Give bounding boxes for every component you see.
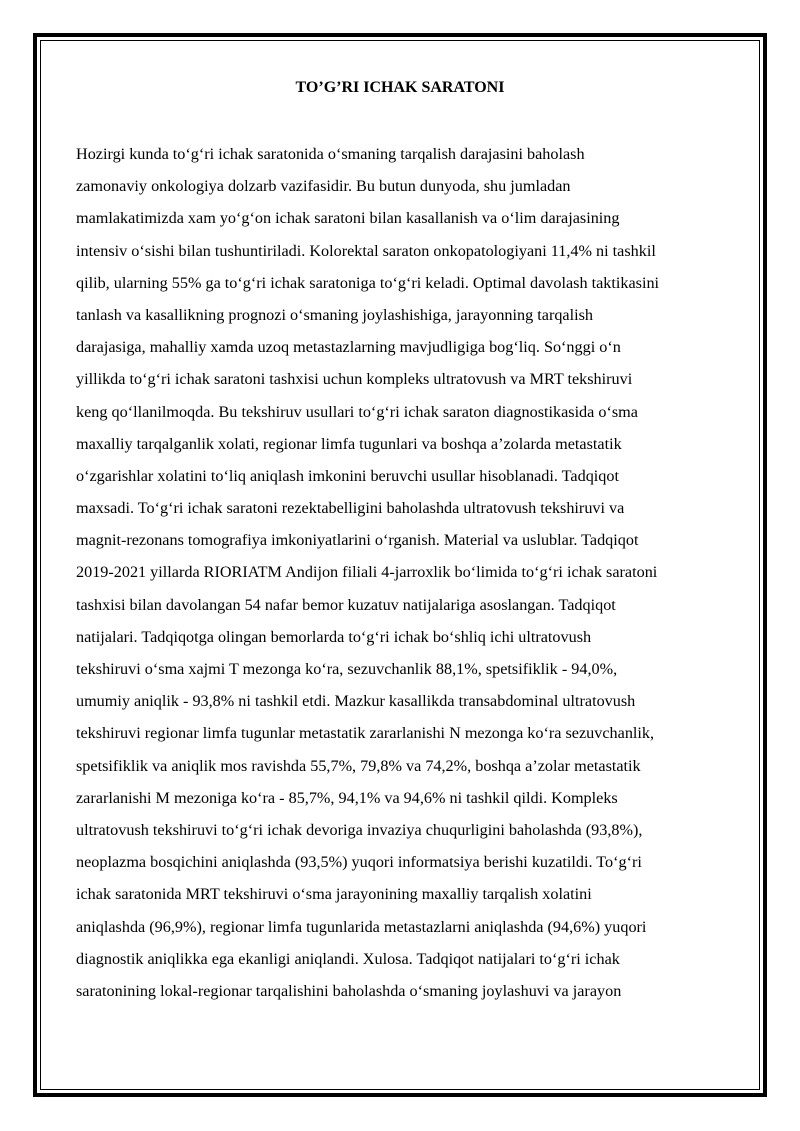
body-paragraph [76,138,732,1007]
text-line: zamonaviy onkologiya dolzarb vazifasidir. Bu butun dunyoda, shu jumladan [76,177,571,196]
text-line: o‘zgarishlar xolatini to‘liq aniqlash imkonini beruvchi usullar hisoblanadi. Tadqiqot [76,466,619,485]
text-line: spetsifiklik va aniqlik mos ravishda 55,7%, 79,8% va 74,2%, boshqa a’zolar metastatik [76,756,641,775]
text-line: maxalliy tarqalganlik xolati, regionar limfa tugunlari va boshqa a’zolarda metastatik [76,434,622,453]
text-line: neoplazma bosqichini aniqlashda (93,5%) yuqori informatsiya berishi kuzatildi. To‘g‘ri [76,853,642,872]
text-line: tanlash va kasallikning prognozi o‘smaning joylashishiga, jarayonning tarqalish [76,305,593,324]
text-line: tekshiruvi o‘sma xajmi T mezonga ko‘ra, sezuvchanlik 88,1%, spetsifiklik - 94,0%, [76,660,618,678]
text-line: Hozirgi kunda to‘g‘ri ichak saratonida o‘smaning tarqalish darajasini baholash [76,145,585,163]
text-line: 2019-2021 yillarda RIORIATM Andijon filiali 4-jarroxlik bo‘limida to‘g‘ri ichak saratoni [76,563,658,582]
text-line: natijalari. Tadqiqotga olingan bemorlarda to‘g‘ri ichak bo‘shliq ichi ultratovush [76,627,592,646]
text-line: umumiy aniqlik - 93,8% ni tashkil etdi. Mazkur kasallikda transabdominal ultratovush [76,692,636,711]
text-line: darajasiga, mahalliy xamda uzoq metastazlarning mavjudligiga bog‘liq. So‘nggi o‘n [76,338,621,357]
text-line: aniqlashda (96,9%), regionar limfa tugunlarida metastazlarni aniqlashda (94,6%) yuqori [76,917,647,936]
document-title: TO’G’RI ICHAK SARATONI [295,79,505,96]
text-line: tashxisi bilan davolangan 54 nafar bemor kuzatuv natijalariga asoslangan. Tadqiqot [76,595,616,614]
text-line: saratonining lokal-regionar tarqalishini baholashda o‘smaning joylashuvi va jarayon [76,981,622,1000]
text-line: diagnostik aniqlikka ega ekanligi aniqlandi. Xulosa. Tadqiqot natijalari to‘g‘ri ichak [76,949,620,968]
text-line: qilib, ularning 55% ga to‘g‘ri ichak saratoniga to‘g‘ri keladi. Optimal davolash taktikasini [76,273,660,292]
text-line: magnit-rezonans tomografiya imkoniyatlarini o‘rganish. Material va uslublar. Tadqiqot [76,531,639,550]
text-line: mamlakatimizda xam yo‘g‘on ichak saratoni bilan kasallanish va o‘lim darajasining [76,209,620,228]
text-line: ultratovush tekshiruvi to‘g‘ri ichak devoriga invaziya chuqurligini baholashda (93,8%), [76,820,643,839]
text-line: maxsadi. To‘g‘ri ichak saratoni rezektabelligini baholashda ultratovush tekshiruvi va [76,499,625,518]
text-line: ichak saratonida MRT tekshiruvi o‘sma jarayonining maxalliy tarqalish xolatini [76,885,592,904]
text-line: intensiv o‘sishi bilan tushuntiriladi. Kolorektal saraton onkopatologiyani 11,4% ni tashkil [76,241,656,260]
text-line: zararlanishi M mezoniga ko‘ra - 85,7%, 94,1% va 94,6% ni tashkil qildi. Kompleks [76,788,618,807]
text-line: tekshiruvi regionar limfa tugunlar metastatik zararlanishi N mezonga ko‘ra sezuvchanlik, [76,724,655,743]
text-line: keng qo‘llanilmoqda. Bu tekshiruv usullari to‘g‘ri ichak saraton diagnostikasida o‘sma [76,402,638,421]
text-line: yillikda to‘g‘ri ichak saratoni tashxisi uchun kompleks ultratovush va MRT tekshiruvi [76,370,633,389]
